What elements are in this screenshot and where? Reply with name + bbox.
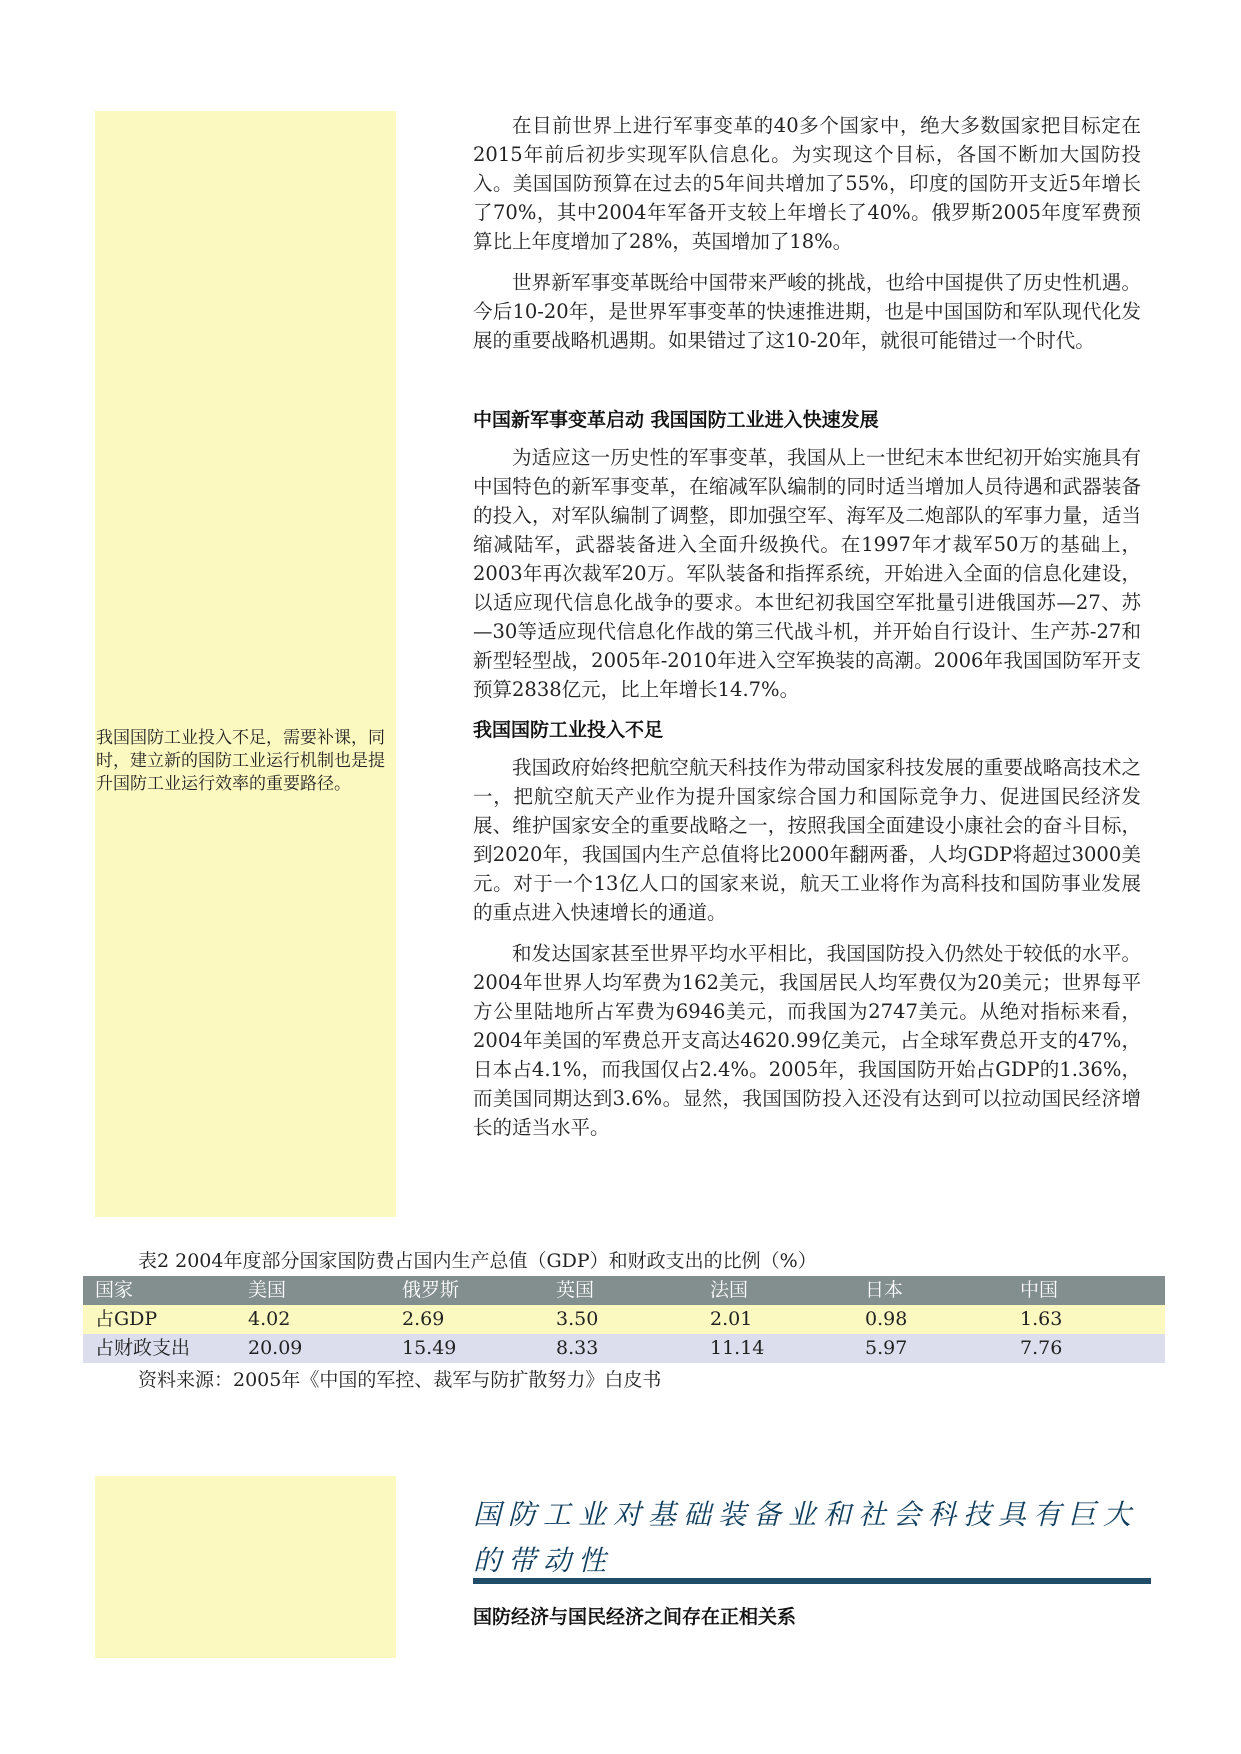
sidebar-panel-top xyxy=(95,111,396,1217)
section-subtitle: 国防经济与国民经济之间存在正相关系 xyxy=(473,1606,797,1628)
paragraph-4: 我国政府始终把航空航天科技作为带动国家科技发展的重要战略高技术之一，把航空航天产业作为提升国家综合国力和国际竞争力、促进国民经济发展、维护国家安全的重要战略之一，按照我国全面建设小康社会的奋斗目标，到2020年，我国国内生产总值将比2000年翻两番，人均GDP将超过3000美元。对于一个13亿人口的国家来说，航天工业将作为高科技和国防事业发展的重点进入快速增长的通道。 xyxy=(473,756,1141,924)
table-source: 资料来源：2005年《中国的军控、裁军与防扩散努力》白皮书 xyxy=(138,1369,662,1391)
section-divider xyxy=(473,1578,1151,1584)
table-cell: 4.02 xyxy=(248,1308,291,1330)
sidebar-note: 我国国防工业投入不足，需要补课，同时，建立新的国防工业运行机制也是提升国防工业运行效率的重要路径。 xyxy=(96,728,385,794)
table-cell: 占GDP xyxy=(95,1308,158,1330)
table-cell: 2.01 xyxy=(710,1308,753,1330)
table-cell: 0.98 xyxy=(865,1308,908,1330)
table-caption: 表2 2004年度部分国家国防费占国内生产总值（GDP）和财政支出的比例（%） xyxy=(138,1250,817,1272)
table-cell: 5.97 xyxy=(865,1337,908,1359)
header-cell: 法国 xyxy=(710,1279,749,1301)
header-cell: 俄罗斯 xyxy=(402,1279,460,1301)
table-cell: 7.76 xyxy=(1020,1337,1063,1359)
paragraph-5: 和发达国家甚至世界平均水平相比，我国国防投入仍然处于较低的水平。2004年世界人均军费为162美元，我国居民人均军费仅为20美元；世界每平方公里陆地所占军费为6946美元，而我国为2747美元。从绝对指标来看，2004年美国的军费总开支高达4620.99亿美元，占全球军费总开支的47%，日本占4.1%，而我国仅占2.4%。2005年，我国国防开始占GDP的1.36%，而美国同期达到3.6%。显然，我国国防投入还没有达到可以拉动国民经济增长的适当水平。 xyxy=(473,942,1141,1139)
table-header-row xyxy=(83,1276,1165,1305)
header-cell: 英国 xyxy=(556,1279,595,1301)
table-cell: 1.63 xyxy=(1020,1308,1063,1330)
main-column xyxy=(473,111,1141,1154)
defense-spending-table xyxy=(83,1276,1165,1363)
header-cell: 中国 xyxy=(1020,1279,1059,1301)
table-row xyxy=(83,1334,1165,1363)
table-cell: 20.09 xyxy=(248,1337,303,1359)
section-title: 国防工业对基础装备业和社会科技具有巨大的带动性 xyxy=(473,1498,1139,1577)
table-cell: 11.14 xyxy=(710,1337,765,1359)
heading-insufficient-investment: 我国国防工业投入不足 xyxy=(473,719,664,741)
header-cell: 美国 xyxy=(248,1279,287,1301)
table-cell: 2.69 xyxy=(402,1308,445,1330)
heading-military-reform: 中国新军事变革启动 我国国防工业进入快速发展 xyxy=(473,409,879,431)
header-cell: 日本 xyxy=(865,1279,904,1301)
paragraph-1: 在目前世界上进行军事变革的40多个国家中，绝大多数国家把目标定在2015年前后初步实现军队信息化。为实现这个目标，各国不断加大国防投入。美国国防预算在过去的5年间共增加了55%，印度的国防开支近5年增长了70%，其中2004年军备开支较上年增长了40%。俄罗斯2005年度军费预算比上年度增加了28%，英国增加了18%。 xyxy=(473,114,1141,253)
sidebar-panel-bottom xyxy=(95,1476,396,1658)
table-cell: 占财政支出 xyxy=(95,1337,191,1359)
table-cell: 15.49 xyxy=(402,1337,457,1359)
header-cell: 国家 xyxy=(95,1279,134,1301)
table-cell: 3.50 xyxy=(556,1308,599,1330)
paragraph-3: 为适应这一历史性的军事变革，我国从上一世纪末本世纪初开始实施具有中国特色的新军事变革，在缩减军队编制的同时适当增加人员待遇和武器装备的投入，对军队编制了调整，即加强空军、海军及二炮部队的军事力量，适当缩减陆军，武器装备进入全面升级换代。在1997年才裁军50万的基础上，2003年再次裁军20万。军队装备和指挥系统，开始进入全面的信息化建设，以适应现代信息化战争的要求。本世纪初我国空军批量引进俄国苏—27、苏—30等适应现代信息化作战的第三代战斗机，并开始自行设计、生产苏-27和新型轻型战，2005年-2010年进入空军换装的高潮。2006年我国国防军开支预算2838亿元，比上年增长14.7%。 xyxy=(473,446,1141,701)
table-cell: 8.33 xyxy=(556,1337,599,1359)
table-row xyxy=(83,1305,1165,1334)
paragraph-2: 世界新军事变革既给中国带来严峻的挑战，也给中国提供了历史性机遇。今后10-20年，是世界军事变革的快速推进期，也是中国国防和军队现代化发展的重要战略机遇期。如果错过了这10-20年，就很可能错过一个时代。 xyxy=(473,271,1141,352)
